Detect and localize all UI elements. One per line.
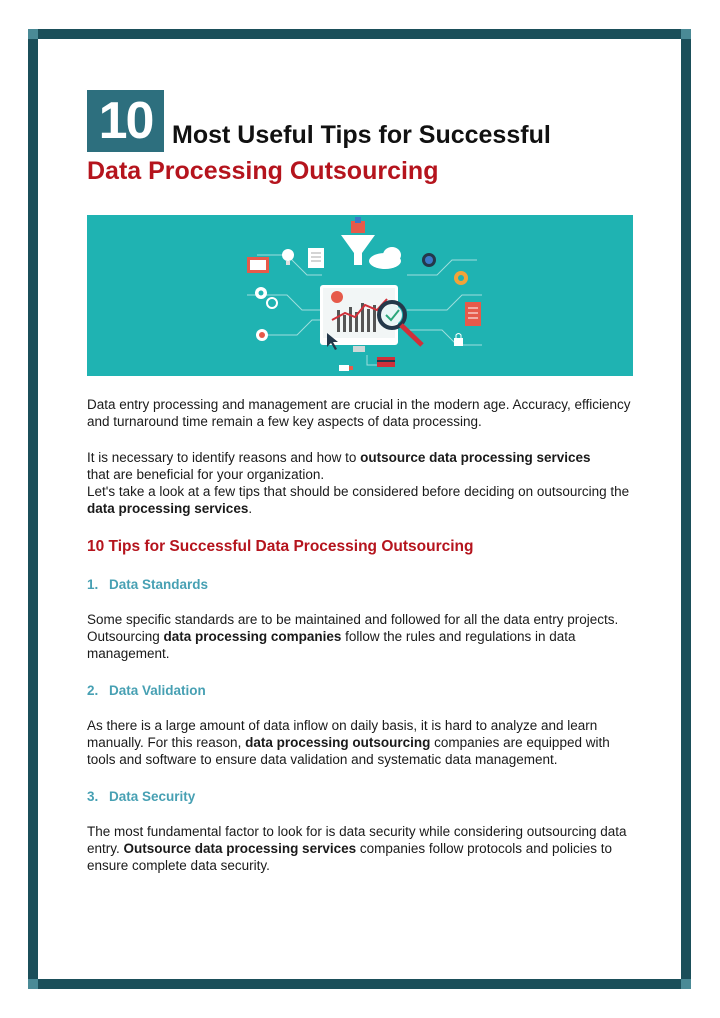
credit-card-icon <box>377 357 395 367</box>
tip-bold-text: data processing outsourcing <box>245 735 431 750</box>
tip-paragraph <box>87 823 635 874</box>
corner-mark <box>28 979 38 989</box>
tip-number: 2. <box>87 683 99 698</box>
tip-text: As there is a large amount of data inflow on daily basis, it is hard to analyze and learn manually. For this reason, <box>87 718 598 750</box>
title-line-2: Data Processing Outsourcing <box>87 157 439 185</box>
corner-mark <box>681 29 691 39</box>
tip-text-end: follow the rules and regulations in data management. <box>87 629 576 661</box>
hero-illustration <box>87 215 633 376</box>
tip-title: Data Standards <box>109 577 209 592</box>
intro-p3-text: Let's take a look at a few tips that should be considered before deciding on outsourcing the <box>87 484 630 499</box>
tip-number: 3. <box>87 789 99 804</box>
tip-heading <box>87 683 635 698</box>
document-content <box>87 80 635 874</box>
tip-heading <box>87 577 635 592</box>
tip-heading <box>87 789 635 804</box>
tip-text: Some specific standards are to be maintained and followed for all the data entry projects. Outsourcing <box>87 612 619 644</box>
tip-bold-text: Outsource data processing services <box>123 841 357 856</box>
title-line-1: Most Useful Tips for Successful <box>172 121 551 149</box>
intro-p2-text-end: that are beneficial for your organization. <box>87 467 325 482</box>
intro-p3-period: . <box>248 501 253 516</box>
tip-text-end: companies are equipped with tools and software to ensure data validation and systematic data management. <box>87 735 610 767</box>
corner-mark <box>28 29 38 39</box>
tip-bold-text: data processing companies <box>163 629 342 644</box>
hero-illustration-svg <box>87 215 633 376</box>
tip-number: 1. <box>87 577 99 592</box>
tip-title: Data Security <box>109 789 196 804</box>
globe-icon <box>422 253 436 267</box>
photo-frame-icon <box>247 257 269 273</box>
tip-paragraph <box>87 611 635 662</box>
tip-text: The most fundamental factor to look for is data security while considering outsourcing data entry. <box>87 824 627 856</box>
corner-mark <box>681 979 691 989</box>
section-heading: 10 Tips for Successful Data Processing Outsourcing <box>87 538 474 555</box>
title-row <box>87 80 635 152</box>
intro-paragraph-1: Data entry processing and management are crucial in the modern age. Accuracy, efficiency and turnaround time remain a few key aspects of data processing. <box>87 397 631 429</box>
intro-p3-bold-text: data processing services <box>87 501 249 516</box>
title-number-badge: 10 <box>87 90 164 152</box>
intro-p2-link-text: outsource data processing services <box>360 450 591 465</box>
tip-paragraph <box>87 717 635 768</box>
tip-text-end: companies follow protocols and policies to ensure complete data security. <box>87 841 613 873</box>
tip-title: Data Validation <box>109 683 206 698</box>
intro-paragraph-2 <box>87 449 635 517</box>
intro-p2-text: It is necessary to identify reasons and how to <box>87 450 361 465</box>
